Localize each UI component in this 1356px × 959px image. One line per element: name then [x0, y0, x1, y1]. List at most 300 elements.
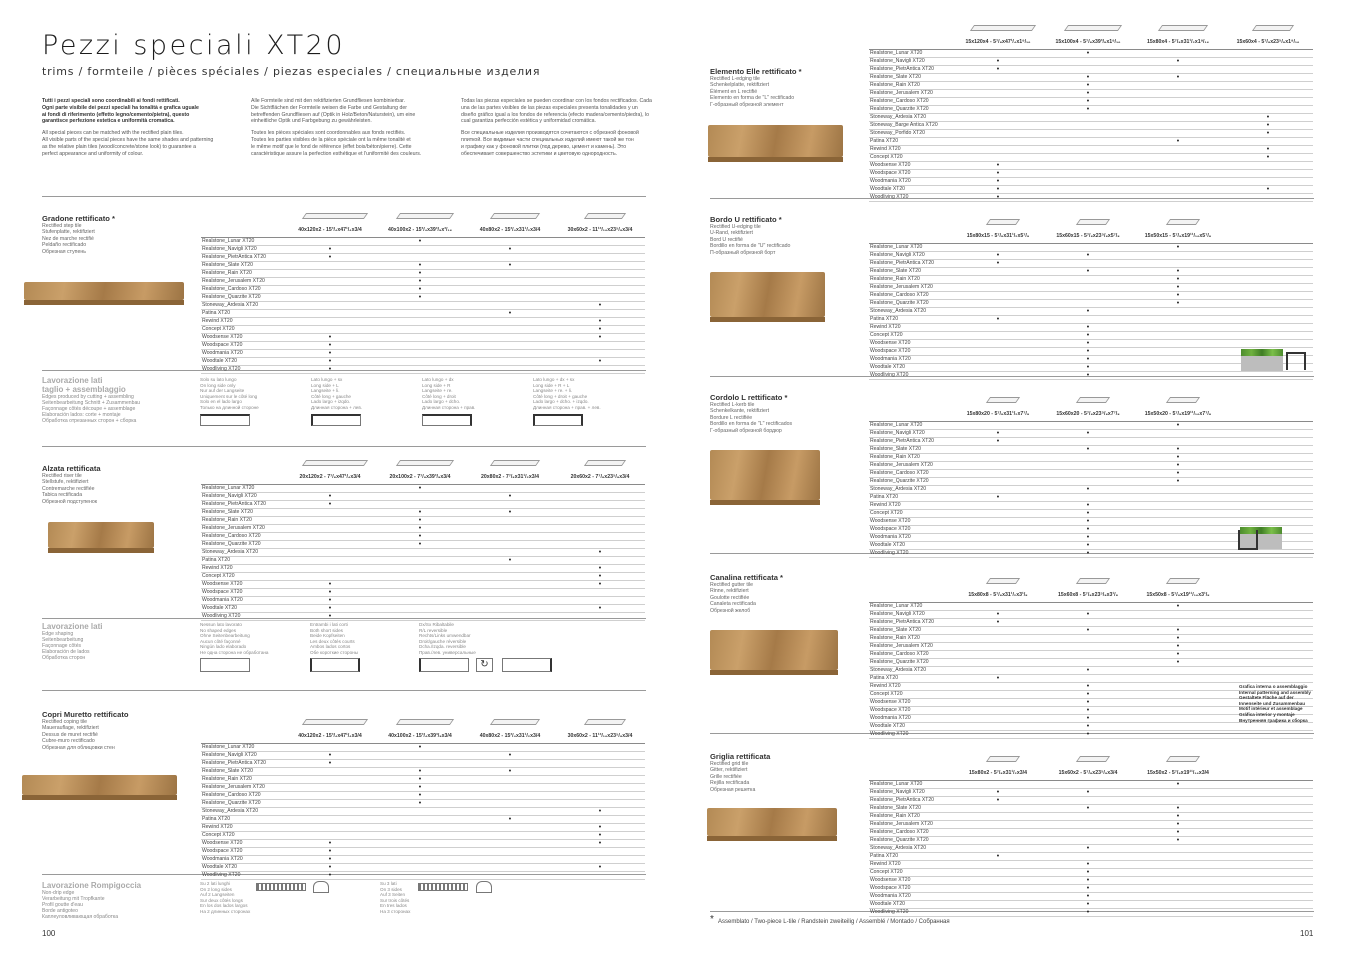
availability-mark: • — [1043, 534, 1133, 542]
availability-table — [201, 743, 645, 880]
collection-name: Woodspace XT20 — [869, 526, 953, 534]
availability-mark: • — [1043, 510, 1133, 518]
availability-mark — [285, 485, 375, 493]
lav1-option: Lato lungo + dx Long side + R Langseite + re. Côté long + droit Lado largo + dcho. Длинная сторона + прав. — [422, 377, 476, 410]
availability-mark: • — [1043, 268, 1133, 276]
collection-name: Realstone_PietrAntica XT20 — [869, 797, 953, 805]
availability-mark: • — [1043, 845, 1133, 853]
collection-name: Concept XT20 — [201, 573, 285, 581]
availability-mark: • — [285, 493, 375, 501]
size-column-header: 15x80x4 - 5⁷/₈x31¹/₂x1⁹/₁₆ — [1146, 39, 1209, 45]
collection-name: Realstone_Cardoso XT20 — [869, 292, 953, 300]
product-image — [48, 522, 154, 548]
row-padding — [1223, 486, 1313, 494]
availability-mark — [465, 864, 555, 872]
piece-drawing — [396, 213, 454, 219]
row-padding — [1223, 308, 1313, 316]
size-column-header: 15x80x20 - 5⁷/₈x31¹/₂x7⁷/₈ — [966, 411, 1030, 417]
availability-mark: • — [1043, 82, 1133, 90]
availability-mark — [953, 885, 1043, 893]
availability-mark — [555, 254, 645, 262]
availability-mark — [1043, 470, 1133, 478]
availability-mark — [953, 845, 1043, 853]
availability-mark — [953, 502, 1043, 510]
availability-mark: • — [1043, 348, 1133, 356]
section-title: Griglia rettificata — [710, 752, 771, 761]
planter-frame — [1238, 530, 1258, 550]
availability-mark — [375, 557, 465, 565]
availability-mark: • — [1043, 667, 1133, 675]
availability-mark — [1133, 340, 1223, 348]
availability-mark — [465, 824, 555, 832]
availability-mark — [285, 262, 375, 270]
table-row — [201, 597, 645, 605]
availability-mark — [1043, 651, 1133, 659]
availability-mark — [1133, 114, 1223, 122]
row-padding — [1223, 797, 1313, 805]
edge-diagram — [200, 414, 250, 426]
availability-mark — [953, 659, 1043, 667]
table-row — [869, 813, 1313, 821]
availability-mark — [1043, 194, 1133, 202]
availability-mark — [1223, 162, 1313, 170]
intro-col-2 — [251, 98, 449, 157]
intro-col-1 — [42, 98, 240, 157]
row-padding — [1223, 909, 1313, 917]
section-subtitle: Rectified gutter tile Rinne, rektifiziert Goulotte rectifiée Canaleta rectificada Обрезной желоб — [710, 582, 756, 614]
availability-mark — [1133, 853, 1223, 861]
collection-name: Realstone_Cardoso XT20 — [869, 470, 953, 478]
availability-mark: • — [1043, 332, 1133, 340]
availability-mark: • — [285, 613, 375, 621]
drip-diagram — [418, 883, 468, 891]
row-padding — [1223, 462, 1313, 470]
row-padding — [1223, 550, 1313, 558]
availability-mark: • — [1133, 837, 1223, 845]
availability-mark: • — [1043, 715, 1133, 723]
availability-mark — [953, 300, 1043, 308]
table-row — [869, 510, 1313, 518]
availability-mark — [465, 605, 555, 613]
collection-name: Stoneway_Ardesia XT20 — [869, 486, 953, 494]
availability-mark: • — [953, 797, 1043, 805]
table-row — [201, 744, 645, 752]
footer-star: * — [710, 914, 714, 925]
size-column-header: 15x120x4 - 5⁷/₈x47¹/₄x1⁹/₁₆ — [965, 39, 1031, 45]
availability-mark: • — [1043, 869, 1133, 877]
row-padding — [1223, 422, 1313, 430]
availability-mark — [285, 784, 375, 792]
row-padding — [1223, 635, 1313, 643]
availability-mark — [375, 864, 465, 872]
availability-mark — [465, 856, 555, 864]
availability-mark — [285, 541, 375, 549]
availability-mark — [375, 310, 465, 318]
intro-en: All special pieces can be matched with the rectified plain tiles. All visible parts of the special pieces have the same shades and patterning as the relative plain tiles (wood/concrete/stone look) to guarantee a perfect appearance and uniformity of colour. — [42, 130, 214, 157]
intro-es: Todas las piezas especiales se pueden coordinar con los fondos rectificados. Cada una de las partes visibles de las piezas especiales presenta tonalidades y un diseño gráfico igual a los fondos de referencia (efecto madera/cemento/piedra), lo cual garantiza perfección estética y uniformidad cromática. — [461, 98, 652, 125]
table-row — [869, 66, 1313, 74]
section-gradone — [42, 214, 115, 255]
collection-name: Patina XT20 — [869, 494, 953, 502]
collection-name: Woodspace XT20 — [869, 707, 953, 715]
collection-name: Woodsense XT20 — [201, 581, 285, 589]
lav-subtitle: Non-drip edge Verarbeitung mit Tropfkante Profil goutte d'eau Borde antigoteo Каплеуловливающая обработка — [42, 890, 119, 920]
availability-mark — [375, 573, 465, 581]
table-row — [201, 824, 645, 832]
availability-mark: • — [1043, 518, 1133, 526]
availability-mark — [465, 840, 555, 848]
availability-mark — [1043, 675, 1133, 683]
size-column-header: 20x100x2 - 7⁷/₈x39³/₈x3/4 — [389, 474, 451, 480]
availability-mark — [953, 635, 1043, 643]
availability-table — [201, 237, 645, 374]
collection-name: Stoneway_Ardesia XT20 — [201, 302, 285, 310]
availability-mark — [285, 238, 375, 246]
collection-name: Woodmania XT20 — [869, 178, 953, 186]
availability-mark: • — [1043, 691, 1133, 699]
collection-name: Woodsense XT20 — [201, 840, 285, 848]
availability-mark — [555, 485, 645, 493]
availability-mark — [1133, 909, 1223, 917]
edge-diagram — [200, 658, 250, 672]
collection-name: Realstone_Lunar XT20 — [869, 244, 953, 252]
table-row — [201, 557, 645, 565]
edge-diagram — [419, 658, 469, 672]
availability-mark: • — [1223, 154, 1313, 162]
collection-name: Realstone_Jerusalem XT20 — [869, 821, 953, 829]
collection-name: Realstone_Cardoso XT20 — [201, 792, 285, 800]
row-padding — [1223, 659, 1313, 667]
table-row — [201, 589, 645, 597]
collection-name: Realstone_Quarzite XT20 — [869, 478, 953, 486]
collection-name: Realstone_Slate XT20 — [869, 627, 953, 635]
row-padding — [1223, 877, 1313, 885]
availability-mark: • — [1043, 627, 1133, 635]
collection-name: Realstone_Rain XT20 — [869, 276, 953, 284]
row-padding — [1223, 627, 1313, 635]
availability-mark: • — [1223, 130, 1313, 138]
availability-mark: • — [285, 752, 375, 760]
availability-mark — [1133, 50, 1223, 58]
row-padding — [1223, 861, 1313, 869]
availability-mark — [285, 816, 375, 824]
availability-mark: • — [1043, 446, 1133, 454]
size-column-header: 15x50x2 - 5⁷/₈x19¹¹/₁₆x3/4 — [1147, 770, 1209, 776]
availability-mark: • — [375, 525, 465, 533]
size-column-header: 40x100x2 - 15³/₄x39³/₈x3/4 — [388, 733, 452, 739]
size-column-header: 15x60x4 - 5⁷/₈x23⁵/₈x1⁹/₁₆ — [1236, 39, 1300, 45]
collection-name: Rewind XT20 — [869, 683, 953, 691]
availability-mark — [1133, 438, 1223, 446]
availability-mark — [1043, 462, 1133, 470]
product-image — [707, 808, 837, 836]
collection-name: Woodliving XT20 — [201, 366, 285, 374]
availability-mark — [953, 114, 1043, 122]
row-padding — [1223, 502, 1313, 510]
availability-mark: • — [953, 260, 1043, 268]
availability-mark: • — [1133, 74, 1223, 82]
table-row — [201, 517, 645, 525]
section-title: Cordolo L rettificato * — [710, 393, 788, 402]
product-image — [24, 282, 184, 300]
table-row — [869, 619, 1313, 627]
collection-name: Concept XT20 — [869, 869, 953, 877]
collection-name: Concept XT20 — [869, 154, 953, 162]
collection-name: Realstone_Lunar XT20 — [201, 485, 285, 493]
availability-mark: • — [555, 808, 645, 816]
availability-mark — [953, 526, 1043, 534]
availability-mark — [465, 286, 555, 294]
row-padding — [1223, 829, 1313, 837]
collection-name: Realstone_PietrAntica XT20 — [201, 760, 285, 768]
availability-mark — [375, 254, 465, 262]
table-row — [201, 808, 645, 816]
availability-mark — [375, 808, 465, 816]
piece-drawing — [1076, 397, 1110, 403]
availability-mark: • — [1043, 252, 1133, 260]
collection-name: Realstone_Quarzite XT20 — [201, 800, 285, 808]
size-column-header: 40x100x2 - 15³/₄x39³/₈x³/₁₆ — [388, 227, 452, 233]
availability-mark: • — [465, 493, 555, 501]
collection-name: Woodmania XT20 — [869, 893, 953, 901]
table-row — [869, 635, 1313, 643]
table-row — [201, 302, 645, 310]
row-padding — [1223, 438, 1313, 446]
table-row — [201, 840, 645, 848]
row-padding — [1223, 781, 1313, 789]
availability-mark: • — [1043, 106, 1133, 114]
availability-mark — [375, 326, 465, 334]
availability-mark — [1133, 170, 1223, 178]
collection-name: Concept XT20 — [201, 832, 285, 840]
availability-mark: • — [375, 485, 465, 493]
availability-mark — [465, 589, 555, 597]
table-row — [869, 244, 1313, 252]
availability-mark: • — [375, 286, 465, 294]
collection-name: Realstone_Rain XT20 — [869, 82, 953, 90]
row-padding — [1223, 454, 1313, 462]
piece-drawing — [1166, 397, 1200, 403]
availability-mark — [555, 557, 645, 565]
availability-mark: • — [1223, 186, 1313, 194]
table-row — [869, 731, 1313, 739]
table-row — [869, 494, 1313, 502]
availability-mark: • — [1043, 877, 1133, 885]
availability-mark: • — [1223, 122, 1313, 130]
availability-mark — [465, 565, 555, 573]
table-row — [201, 792, 645, 800]
availability-mark: • — [465, 246, 555, 254]
section-subtitle: Rectified coping tile Mauerauflage, rektifiziert Dessus de muret rectifié Cubre-muro rectificado Обрезная для облицовки стен — [42, 719, 115, 751]
availability-mark — [1133, 542, 1223, 550]
collection-name: Woodtale XT20 — [201, 358, 285, 366]
size-column-header: 40x80x2 - 15³/₄x31¹/₂x3/4 — [479, 227, 541, 233]
availability-mark — [953, 627, 1043, 635]
availability-mark: • — [375, 776, 465, 784]
collection-name: Woodsense XT20 — [869, 699, 953, 707]
collection-name: Realstone_Slate XT20 — [201, 768, 285, 776]
table-row — [201, 784, 645, 792]
table-row — [201, 270, 645, 278]
section-subtitle: Rectified U-edging tile U-Rand, rektifiziert Bord U rectifié Bordillo en forma de "U" rectificado П-образный обрезной борт — [710, 224, 791, 256]
availability-mark — [1043, 422, 1133, 430]
availability-mark — [465, 848, 555, 856]
planter-frame — [1286, 352, 1306, 370]
collection-name: Stoneway_Barge Antica XT20 — [869, 122, 953, 130]
availability-mark — [555, 872, 645, 880]
availability-mark — [1133, 502, 1223, 510]
availability-mark — [555, 350, 645, 358]
table-row — [869, 260, 1313, 268]
availability-mark — [1043, 781, 1133, 789]
collection-name: Concept XT20 — [869, 332, 953, 340]
section-cordolo — [710, 393, 792, 434]
collection-name: Realstone_Slate XT20 — [869, 268, 953, 276]
availability-mark — [375, 760, 465, 768]
availability-mark — [953, 462, 1043, 470]
availability-mark — [1043, 478, 1133, 486]
collection-name: Realstone_Quarzite XT20 — [201, 541, 285, 549]
piece-drawing — [986, 219, 1020, 225]
row-padding — [1223, 252, 1313, 260]
product-image — [22, 775, 177, 795]
availability-mark — [953, 268, 1043, 276]
availability-mark: • — [953, 58, 1043, 66]
table-row — [201, 310, 645, 318]
section-title: Bordo U rettificato * — [710, 215, 782, 224]
table-row — [869, 138, 1313, 146]
availability-mark — [1043, 122, 1133, 130]
table-row — [201, 350, 645, 358]
availability-mark — [285, 278, 375, 286]
availability-mark — [1133, 348, 1223, 356]
availability-mark — [1043, 797, 1133, 805]
section-title: Alzata rettificata — [42, 464, 101, 473]
collection-name: Realstone_Jerusalem XT20 — [869, 643, 953, 651]
availability-mark: • — [1133, 635, 1223, 643]
availability-mark — [1133, 162, 1223, 170]
availability-mark — [465, 872, 555, 880]
availability-mark: • — [1043, 731, 1133, 739]
availability-mark — [953, 643, 1043, 651]
availability-mark — [1133, 667, 1223, 675]
table-row — [201, 549, 645, 557]
availability-mark: • — [1043, 98, 1133, 106]
availability-mark — [285, 824, 375, 832]
availability-mark — [465, 326, 555, 334]
piece-drawing — [490, 719, 540, 725]
availability-mark: • — [465, 752, 555, 760]
table-row — [869, 603, 1313, 611]
size-column-header: 15x60x15 - 5⁷/₈x23⁵/₈x5⁷/₈ — [1056, 233, 1120, 239]
collection-name: Stoneway_Ardesia XT20 — [869, 845, 953, 853]
table-row — [869, 845, 1313, 853]
table-row — [869, 789, 1313, 797]
availability-mark — [953, 667, 1043, 675]
availability-mark — [953, 829, 1043, 837]
availability-mark — [953, 98, 1043, 106]
collection-name: Realstone_Navigli XT20 — [201, 752, 285, 760]
divider — [42, 196, 646, 197]
collection-name: Realstone_Lunar XT20 — [869, 603, 953, 611]
availability-mark — [1043, 829, 1133, 837]
availability-mark — [1043, 813, 1133, 821]
availability-mark — [953, 731, 1043, 739]
availability-mark: • — [1133, 478, 1223, 486]
availability-mark — [555, 613, 645, 621]
availability-mark — [285, 533, 375, 541]
availability-mark: • — [285, 856, 375, 864]
reverse-icon: ↻ — [476, 658, 493, 672]
availability-mark — [555, 589, 645, 597]
intro-col-3 — [461, 98, 651, 157]
availability-mark — [375, 318, 465, 326]
availability-mark: • — [1043, 683, 1133, 691]
drip-diagram — [256, 883, 306, 891]
availability-mark — [465, 254, 555, 262]
collection-name: Patina XT20 — [869, 138, 953, 146]
piece-drawing — [1158, 25, 1208, 31]
row-padding — [1223, 470, 1313, 478]
availability-mark — [1133, 877, 1223, 885]
availability-mark — [1043, 162, 1133, 170]
section-title: Canalina rettificata * — [710, 573, 784, 582]
collection-name: Rewind XT20 — [869, 861, 953, 869]
availability-mark — [555, 525, 645, 533]
collection-name: Realstone_Lunar XT20 — [869, 781, 953, 789]
table-row — [201, 800, 645, 808]
availability-mark — [953, 550, 1043, 558]
piece-drawing — [584, 213, 626, 219]
availability-mark: • — [555, 326, 645, 334]
collection-name: Woodliving XT20 — [201, 613, 285, 621]
availability-table — [869, 780, 1313, 917]
table-row — [869, 797, 1313, 805]
availability-mark — [1043, 170, 1133, 178]
availability-mark — [375, 366, 465, 374]
page-title: Pezzi speciali XT20 — [42, 30, 346, 61]
collection-name: Woodmania XT20 — [869, 534, 953, 542]
availability-mark — [953, 446, 1043, 454]
table-row — [869, 340, 1313, 348]
availability-mark: • — [555, 573, 645, 581]
row-padding — [1223, 893, 1313, 901]
table-row — [201, 262, 645, 270]
table-row — [869, 877, 1313, 885]
table-row — [869, 893, 1313, 901]
availability-mark — [1043, 284, 1133, 292]
availability-mark: • — [465, 816, 555, 824]
grafica-note — [1239, 684, 1311, 723]
table-row — [201, 509, 645, 517]
collection-name: Realstone_Jerusalem XT20 — [869, 284, 953, 292]
availability-mark — [465, 485, 555, 493]
availability-mark — [1133, 372, 1223, 380]
availability-mark — [953, 146, 1043, 154]
collection-name: Woodtale XT20 — [201, 605, 285, 613]
lav2-option: Nessun lato lavorato No shaped edges Ohne Seitenbearbeitung Aucun côté façonné Ningún lado elaborado Не одна сторона не обработана — [200, 622, 269, 655]
availability-mark — [555, 776, 645, 784]
lavorazione-rompigoccia — [42, 881, 141, 920]
availability-mark: • — [555, 334, 645, 342]
table-row — [869, 837, 1313, 845]
table-row — [869, 194, 1313, 202]
section-title: Elemento Elle rettificato * — [710, 67, 802, 76]
product-image — [710, 450, 820, 500]
availability-mark: • — [1133, 446, 1223, 454]
availability-mark — [1043, 659, 1133, 667]
availability-mark: • — [285, 501, 375, 509]
